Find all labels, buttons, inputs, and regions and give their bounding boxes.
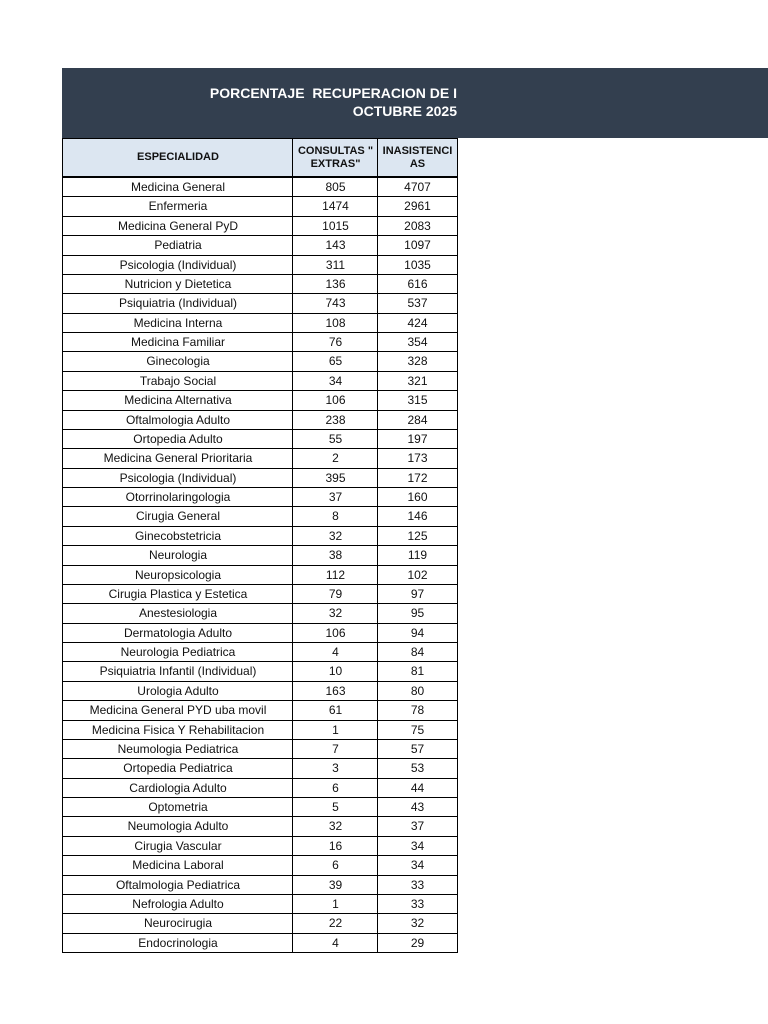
inasistencias-cell: 2961 (377, 197, 458, 215)
especialidad-cell: Medicina Alternativa (62, 391, 293, 409)
consultas-cell: 805 (292, 178, 378, 196)
consultas-cell: 6 (292, 856, 378, 874)
especialidad-cell: Pediatria (62, 236, 293, 254)
consultas-cell: 6 (292, 779, 378, 797)
especialidad-cell: Oftalmologia Adulto (62, 411, 293, 429)
consultas-cell: 79 (292, 585, 378, 603)
consultas-cell: 65 (292, 352, 378, 370)
inasistencias-cell: 75 (377, 721, 458, 739)
especialidad-cell: Cardiologia Adulto (62, 779, 293, 797)
table-row (62, 566, 458, 585)
table-row (62, 546, 458, 565)
consultas-cell: 32 (292, 604, 378, 622)
table-row (62, 779, 458, 798)
consultas-cell: 1474 (292, 197, 378, 215)
especialidad-cell: Medicina General PYD uba movil (62, 701, 293, 719)
column-header-especialidad (62, 139, 293, 176)
table-row (62, 914, 458, 933)
consultas-cell: 37 (292, 488, 378, 506)
consultas-cell: 136 (292, 275, 378, 293)
especialidad-cell: Ginecologia (62, 352, 293, 370)
inasistencias-cell: 97 (377, 585, 458, 603)
especialidad-cell: Psiquiatria (Individual) (62, 294, 293, 312)
especialidad-cell: Neurocirugia (62, 914, 293, 932)
consultas-cell: 311 (292, 256, 378, 274)
consultas-cell: 106 (292, 624, 378, 642)
table-row (62, 352, 458, 371)
consultas-cell: 22 (292, 914, 378, 932)
especialidad-cell: Trabajo Social (62, 372, 293, 390)
table-row (62, 217, 458, 236)
column-header-consultas-line1: CONSULTAS " (297, 144, 374, 157)
consultas-cell: 76 (292, 333, 378, 351)
inasistencias-cell: 34 (377, 837, 458, 855)
consultas-cell: 38 (292, 546, 378, 564)
especialidad-cell: Endocrinologia (62, 934, 293, 952)
table-row (62, 314, 458, 333)
consultas-cell: 3 (292, 759, 378, 777)
especialidad-cell: Oftalmologia Pediatrica (62, 876, 293, 894)
especialidad-cell: Ginecobstetricia (62, 527, 293, 545)
inasistencias-cell: 32 (377, 914, 458, 932)
inasistencias-cell: 81 (377, 662, 458, 680)
especialidad-cell: Neuropsicologia (62, 566, 293, 584)
table-row (62, 449, 458, 468)
inasistencias-cell: 53 (377, 759, 458, 777)
column-header-inasistencias-line1: INASISTENCI (382, 144, 453, 157)
table-row (62, 817, 458, 836)
table-row (62, 876, 458, 895)
especialidad-cell: Nutricion y Dietetica (62, 275, 293, 293)
especialidad-cell: Dermatologia Adulto (62, 624, 293, 642)
especialidad-cell: Neumologia Pediatrica (62, 740, 293, 758)
consultas-cell: 32 (292, 817, 378, 835)
consultas-cell: 55 (292, 430, 378, 448)
table-row (62, 333, 458, 352)
table-row (62, 643, 458, 662)
especialidad-cell: Medicina General (62, 178, 293, 196)
consultas-cell: 39 (292, 876, 378, 894)
inasistencias-cell: 84 (377, 643, 458, 661)
table-row (62, 837, 458, 856)
consultas-cell: 238 (292, 411, 378, 429)
column-header-especialidad-label: ESPECIALIDAD (137, 151, 219, 163)
consultas-cell: 112 (292, 566, 378, 584)
column-header-inasistencias-line2: AS (409, 157, 426, 170)
especialidad-cell: Medicina General Prioritaria (62, 449, 293, 467)
consultas-cell: 163 (292, 682, 378, 700)
report-period: OCTUBRE 2025 (352, 103, 457, 119)
especialidad-cell: Medicina Fisica Y Rehabilitacion (62, 721, 293, 739)
table-row (62, 740, 458, 759)
inasistencias-cell: 160 (377, 488, 458, 506)
consultas-cell: 1 (292, 895, 378, 913)
table-row (62, 236, 458, 255)
inasistencias-cell: 57 (377, 740, 458, 758)
column-header-inasistencias (377, 139, 458, 176)
especialidad-cell: Psiquiatria Infantil (Individual) (62, 662, 293, 680)
inasistencias-cell: 1097 (377, 236, 458, 254)
consultas-cell: 1015 (292, 217, 378, 235)
inasistencias-cell: 80 (377, 682, 458, 700)
inasistencias-cell: 172 (377, 469, 458, 487)
consultas-cell: 10 (292, 662, 378, 680)
column-header-consultas (292, 139, 378, 176)
inasistencias-cell: 29 (377, 934, 458, 952)
inasistencias-cell: 424 (377, 314, 458, 332)
table-row (62, 934, 458, 953)
inasistencias-cell: 4707 (377, 178, 458, 196)
table-row (62, 682, 458, 701)
especialidad-cell: Neurologia (62, 546, 293, 564)
table-row (62, 275, 458, 294)
inasistencias-cell: 125 (377, 527, 458, 545)
consultas-cell: 106 (292, 391, 378, 409)
table-row (62, 430, 458, 449)
inasistencias-cell: 1035 (377, 256, 458, 274)
table-row (62, 294, 458, 313)
inasistencias-cell: 2083 (377, 217, 458, 235)
inasistencias-cell: 33 (377, 895, 458, 913)
consultas-cell: 8 (292, 507, 378, 525)
inasistencias-cell: 102 (377, 566, 458, 584)
table-row (62, 585, 458, 604)
table-row (62, 895, 458, 914)
especialidad-cell: Optometria (62, 798, 293, 816)
inasistencias-cell: 537 (377, 294, 458, 312)
especialidad-cell: Medicina Laboral (62, 856, 293, 874)
column-header-consultas-line2: EXTRAS" (310, 157, 361, 170)
consultas-cell: 32 (292, 527, 378, 545)
especialidad-cell: Medicina Interna (62, 314, 293, 332)
table-row (62, 798, 458, 817)
inasistencias-cell: 33 (377, 876, 458, 894)
inasistencias-cell: 94 (377, 624, 458, 642)
inasistencias-cell: 315 (377, 391, 458, 409)
table-row (62, 527, 458, 546)
especialidad-cell: Urologia Adulto (62, 682, 293, 700)
consultas-cell: 2 (292, 449, 378, 467)
table-row (62, 759, 458, 778)
inasistencias-cell: 197 (377, 430, 458, 448)
especialidad-cell: Neumologia Adulto (62, 817, 293, 835)
especialidad-cell: Enfermeria (62, 197, 293, 215)
inasistencias-cell: 78 (377, 701, 458, 719)
table-row (62, 411, 458, 430)
inasistencias-cell: 616 (377, 275, 458, 293)
especialidad-cell: Ortopedia Adulto (62, 430, 293, 448)
inasistencias-cell: 119 (377, 546, 458, 564)
table-row (62, 391, 458, 410)
consultas-cell: 743 (292, 294, 378, 312)
inasistencias-cell: 354 (377, 333, 458, 351)
report-title-clip (62, 68, 457, 138)
consultas-cell: 1 (292, 721, 378, 739)
especialidad-cell: Medicina General PyD (62, 217, 293, 235)
table-row (62, 197, 458, 216)
consultas-cell: 108 (292, 314, 378, 332)
report-title-band (62, 68, 768, 138)
inasistencias-cell: 328 (377, 352, 458, 370)
table-row (62, 507, 458, 526)
consultas-cell: 395 (292, 469, 378, 487)
consultas-cell: 143 (292, 236, 378, 254)
consultas-cell: 7 (292, 740, 378, 758)
table-row (62, 701, 458, 720)
table-body (62, 178, 458, 953)
table-header-row (62, 138, 458, 178)
table-row (62, 488, 458, 507)
table-row (62, 624, 458, 643)
especialidad-cell: Psicologia (Individual) (62, 256, 293, 274)
inasistencias-cell: 321 (377, 372, 458, 390)
table-row (62, 604, 458, 623)
consultas-cell: 61 (292, 701, 378, 719)
especialidad-cell: Nefrologia Adulto (62, 895, 293, 913)
table-row (62, 256, 458, 275)
especialidad-cell: Cirugia Vascular (62, 837, 293, 855)
inasistencias-cell: 173 (377, 449, 458, 467)
consultas-cell: 4 (292, 934, 378, 952)
especialidad-cell: Neurologia Pediatrica (62, 643, 293, 661)
consultas-cell: 4 (292, 643, 378, 661)
inasistencias-cell: 43 (377, 798, 458, 816)
inasistencias-cell: 146 (377, 507, 458, 525)
inasistencias-cell: 34 (377, 856, 458, 874)
consultas-cell: 5 (292, 798, 378, 816)
especialidad-cell: Ortopedia Pediatrica (62, 759, 293, 777)
especialidad-cell: Cirugia General (62, 507, 293, 525)
especialidad-cell: Anestesiologia (62, 604, 293, 622)
table-row (62, 178, 458, 197)
especialidad-cell: Cirugia Plastica y Estetica (62, 585, 293, 603)
inasistencias-cell: 284 (377, 411, 458, 429)
inasistencias-cell: 95 (377, 604, 458, 622)
table-row (62, 469, 458, 488)
inasistencias-cell: 44 (377, 779, 458, 797)
table-row (62, 372, 458, 391)
table-row (62, 662, 458, 681)
consultas-cell: 16 (292, 837, 378, 855)
especialidad-cell: Medicina Familiar (62, 333, 293, 351)
inasistencias-cell: 37 (377, 817, 458, 835)
report-title: PORCENTAJE RECUPERACION DE I (209, 85, 457, 101)
especialidad-cell: Psicologia (Individual) (62, 469, 293, 487)
table-row (62, 721, 458, 740)
table-row (62, 856, 458, 875)
especialidad-cell: Otorrinolaringologia (62, 488, 293, 506)
consultas-cell: 34 (292, 372, 378, 390)
